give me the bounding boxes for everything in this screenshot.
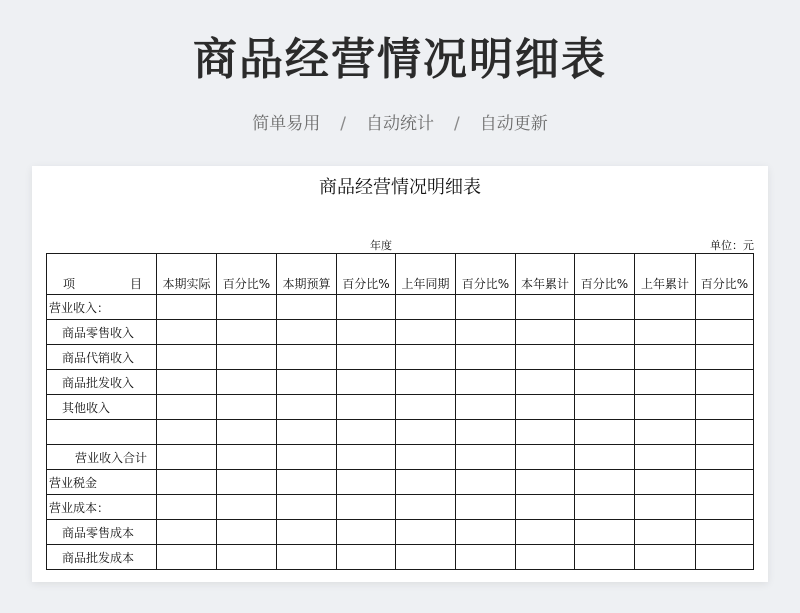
table-cell[interactable] bbox=[696, 520, 754, 545]
table-cell[interactable] bbox=[575, 445, 635, 470]
table-row bbox=[47, 420, 754, 445]
table-cell[interactable] bbox=[337, 420, 396, 445]
table-cell[interactable] bbox=[696, 495, 754, 520]
table-cell[interactable] bbox=[696, 545, 754, 570]
table-cell[interactable] bbox=[456, 495, 516, 520]
table-cell[interactable] bbox=[516, 545, 575, 570]
table-cell[interactable] bbox=[277, 520, 337, 545]
table-cell[interactable] bbox=[396, 370, 456, 395]
table-cell[interactable] bbox=[157, 320, 217, 345]
table-cell[interactable] bbox=[516, 420, 575, 445]
row-label bbox=[47, 420, 157, 445]
table-cell[interactable] bbox=[516, 395, 575, 420]
table-cell[interactable] bbox=[516, 320, 575, 345]
table-cell[interactable] bbox=[277, 370, 337, 395]
header-row bbox=[47, 254, 754, 295]
row-label: 营业税金 bbox=[47, 470, 157, 495]
table-cell[interactable] bbox=[635, 320, 696, 345]
table-cell[interactable] bbox=[396, 495, 456, 520]
table-cell[interactable] bbox=[337, 370, 396, 395]
table-row bbox=[47, 495, 754, 520]
column-header: 本期实际 bbox=[157, 254, 217, 295]
table-cell[interactable] bbox=[635, 345, 696, 370]
column-header: 百分比% bbox=[456, 254, 516, 295]
table-cell[interactable] bbox=[337, 545, 396, 570]
tagline-separator: / bbox=[454, 114, 460, 134]
table-cell[interactable] bbox=[575, 420, 635, 445]
row-label: 营业收入： bbox=[47, 295, 157, 320]
row-label: 其他收入 bbox=[47, 395, 157, 420]
table-cell[interactable] bbox=[516, 520, 575, 545]
table-cell[interactable] bbox=[157, 495, 217, 520]
table-cell[interactable] bbox=[157, 420, 217, 445]
table-cell[interactable] bbox=[396, 320, 456, 345]
sheet-title: 商品经营情况明细表 bbox=[319, 177, 481, 198]
table-cell[interactable] bbox=[575, 345, 635, 370]
table-cell[interactable] bbox=[217, 370, 277, 395]
table-row bbox=[47, 445, 754, 470]
table-cell[interactable] bbox=[396, 395, 456, 420]
table-cell[interactable] bbox=[396, 445, 456, 470]
table-cell[interactable] bbox=[456, 520, 516, 545]
table-cell[interactable] bbox=[696, 445, 754, 470]
table-cell[interactable] bbox=[575, 520, 635, 545]
table-cell[interactable] bbox=[277, 545, 337, 570]
column-header: 百分比% bbox=[337, 254, 396, 295]
table-cell[interactable] bbox=[337, 445, 396, 470]
table-cell[interactable] bbox=[635, 295, 696, 320]
table-cell[interactable] bbox=[635, 445, 696, 470]
table-cell[interactable] bbox=[396, 345, 456, 370]
row-label: 商品零售成本 bbox=[47, 520, 157, 545]
table-cell[interactable] bbox=[157, 470, 217, 495]
table-cell[interactable] bbox=[277, 395, 337, 420]
table-cell[interactable] bbox=[157, 520, 217, 545]
row-label: 商品代销收入 bbox=[47, 345, 157, 370]
row-label: 商品批发成本 bbox=[47, 545, 157, 570]
table-cell[interactable] bbox=[575, 395, 635, 420]
column-header: 上年同期 bbox=[396, 254, 456, 295]
table-cell[interactable] bbox=[456, 420, 516, 445]
table-cell[interactable] bbox=[456, 395, 516, 420]
table-cell[interactable] bbox=[217, 295, 277, 320]
tagline-item: 自动统计 bbox=[366, 114, 434, 134]
detail-table bbox=[46, 253, 754, 570]
tagline-item: 自动更新 bbox=[479, 114, 548, 134]
table-cell[interactable] bbox=[396, 470, 456, 495]
table-cell[interactable] bbox=[635, 395, 696, 420]
table-cell[interactable] bbox=[157, 545, 217, 570]
table-cell[interactable] bbox=[396, 545, 456, 570]
year-label: 年度 bbox=[370, 239, 392, 252]
table-cell[interactable] bbox=[277, 320, 337, 345]
table-cell[interactable] bbox=[337, 495, 396, 520]
table-cell[interactable] bbox=[696, 295, 754, 320]
column-header-item: 项 目 bbox=[47, 254, 157, 295]
table-cell[interactable] bbox=[516, 470, 575, 495]
table-cell[interactable] bbox=[696, 470, 754, 495]
tagline-item: 简单易用 bbox=[252, 114, 321, 134]
table-cell[interactable] bbox=[396, 295, 456, 320]
table-cell[interactable] bbox=[696, 320, 754, 345]
table-cell[interactable] bbox=[217, 520, 277, 545]
table-cell[interactable] bbox=[277, 295, 337, 320]
table-row bbox=[47, 345, 754, 370]
spreadsheet-sheet bbox=[32, 166, 768, 582]
table-cell[interactable] bbox=[516, 370, 575, 395]
table-cell[interactable] bbox=[157, 345, 217, 370]
table-cell[interactable] bbox=[456, 370, 516, 395]
table-cell[interactable] bbox=[635, 520, 696, 545]
table-row bbox=[47, 395, 754, 420]
table-cell[interactable] bbox=[157, 395, 217, 420]
row-label: 营业成本： bbox=[47, 495, 157, 520]
column-header: 百分比% bbox=[575, 254, 635, 295]
table-cell[interactable] bbox=[337, 345, 396, 370]
table-cell[interactable] bbox=[516, 295, 575, 320]
table-cell[interactable] bbox=[217, 470, 277, 495]
table-cell[interactable] bbox=[277, 420, 337, 445]
table-cell[interactable] bbox=[575, 320, 635, 345]
table-cell[interactable] bbox=[575, 470, 635, 495]
table-cell[interactable] bbox=[337, 520, 396, 545]
table-cell[interactable] bbox=[635, 495, 696, 520]
table-cell[interactable] bbox=[217, 345, 277, 370]
table-cell[interactable] bbox=[575, 370, 635, 395]
unit-label: 单位：元 bbox=[710, 239, 754, 252]
table-cell[interactable] bbox=[217, 395, 277, 420]
table-cell[interactable] bbox=[516, 445, 575, 470]
table-row bbox=[47, 470, 754, 495]
table-cell[interactable] bbox=[277, 445, 337, 470]
table-cell[interactable] bbox=[456, 295, 516, 320]
table-cell[interactable] bbox=[635, 470, 696, 495]
table-cell[interactable] bbox=[217, 320, 277, 345]
table-row bbox=[47, 520, 754, 545]
table-cell[interactable] bbox=[157, 295, 217, 320]
table-cell[interactable] bbox=[696, 345, 754, 370]
table-cell[interactable] bbox=[277, 470, 337, 495]
table-cell[interactable] bbox=[277, 495, 337, 520]
table-cell[interactable] bbox=[337, 320, 396, 345]
table-cell[interactable] bbox=[575, 545, 635, 570]
table-cell[interactable] bbox=[217, 495, 277, 520]
table-cell[interactable] bbox=[635, 370, 696, 395]
table-cell[interactable] bbox=[456, 445, 516, 470]
table-cell[interactable] bbox=[157, 445, 217, 470]
row-label: 商品零售收入 bbox=[47, 320, 157, 345]
column-header: 百分比% bbox=[217, 254, 277, 295]
tagline bbox=[0, 112, 800, 136]
table-row bbox=[47, 370, 754, 395]
row-label: 商品批发收入 bbox=[47, 370, 157, 395]
table-cell[interactable] bbox=[337, 470, 396, 495]
column-header: 本期预算 bbox=[277, 254, 337, 295]
table-cell[interactable] bbox=[456, 320, 516, 345]
row-label: 营业收入合计 bbox=[47, 445, 157, 470]
table-cell[interactable] bbox=[696, 395, 754, 420]
table-cell[interactable] bbox=[217, 545, 277, 570]
table-row bbox=[47, 545, 754, 570]
table-cell[interactable] bbox=[575, 495, 635, 520]
table-cell[interactable] bbox=[516, 345, 575, 370]
column-header: 本年累计 bbox=[516, 254, 575, 295]
table-row bbox=[47, 295, 754, 320]
table-cell[interactable] bbox=[696, 370, 754, 395]
table-cell[interactable] bbox=[396, 520, 456, 545]
table-cell[interactable] bbox=[635, 545, 696, 570]
table-cell[interactable] bbox=[277, 345, 337, 370]
table-cell[interactable] bbox=[575, 295, 635, 320]
table-cell[interactable] bbox=[337, 295, 396, 320]
page-title: 商品经营情况明细表 bbox=[193, 34, 607, 85]
table-row bbox=[47, 320, 754, 345]
column-header: 上年累计 bbox=[635, 254, 696, 295]
table-cell[interactable] bbox=[456, 470, 516, 495]
table-cell[interactable] bbox=[456, 345, 516, 370]
table-cell[interactable] bbox=[396, 420, 456, 445]
table-cell[interactable] bbox=[696, 420, 754, 445]
table-cell[interactable] bbox=[337, 395, 396, 420]
table-cell[interactable] bbox=[157, 370, 217, 395]
column-header: 百分比% bbox=[696, 254, 754, 295]
table-cell[interactable] bbox=[217, 420, 277, 445]
table-cell[interactable] bbox=[217, 445, 277, 470]
table-cell[interactable] bbox=[516, 495, 575, 520]
table-cell[interactable] bbox=[456, 545, 516, 570]
table-cell[interactable] bbox=[635, 420, 696, 445]
tagline-separator: / bbox=[340, 114, 346, 134]
